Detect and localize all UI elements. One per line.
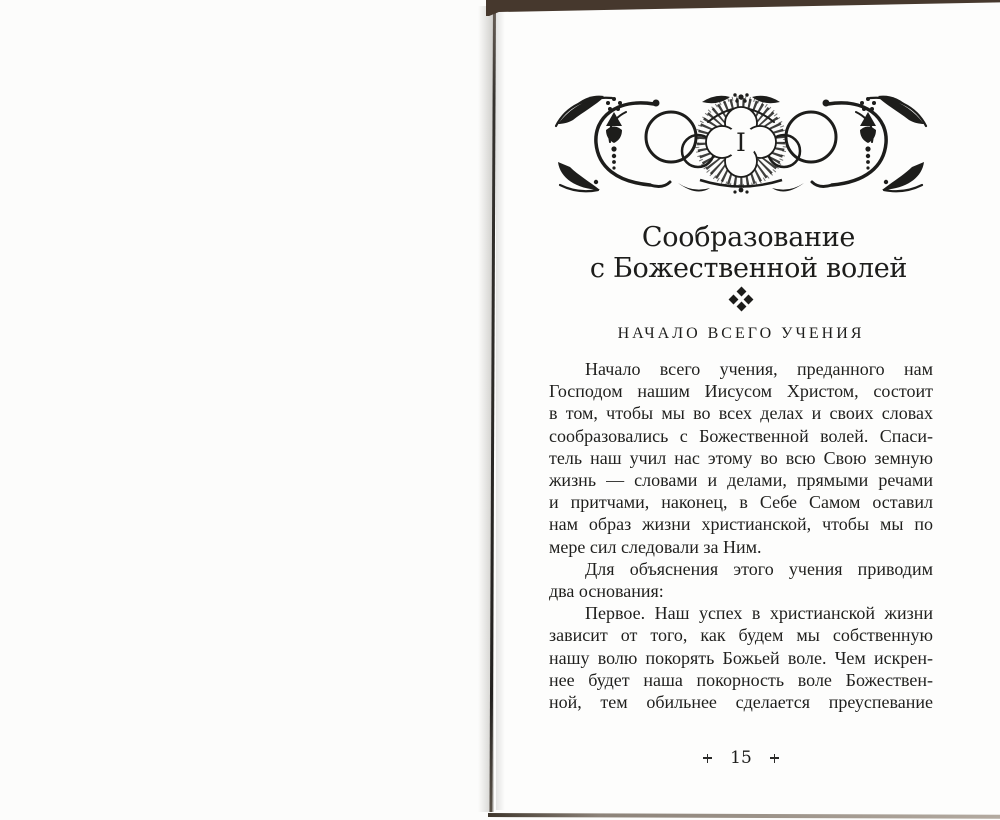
body-line: ной, тем обильнее сделается преуспевание bbox=[549, 692, 933, 713]
page-footer bbox=[549, 748, 933, 768]
body-line: Для объяснения этого учения приводим bbox=[585, 558, 933, 579]
page-stack-edge-bottom bbox=[488, 813, 1000, 818]
chapter-title bbox=[497, 222, 1000, 284]
left-page-blank bbox=[0, 0, 492, 820]
gutter-inner-shadow bbox=[496, 12, 505, 810]
footer-cross-icon bbox=[703, 754, 712, 763]
body-line: Первое. Наш успех в христианской жизни bbox=[585, 603, 933, 624]
footer-cross-icon bbox=[770, 754, 779, 763]
body-line: сообразовались с Божественной волей. Спаси- bbox=[549, 425, 933, 446]
section-heading: НАЧАЛО ВСЕГО УЧЕНИЯ bbox=[617, 325, 865, 342]
body-line: мере сил следовали за Ним. bbox=[549, 536, 762, 557]
body-text bbox=[549, 358, 933, 713]
chapter-title-line1: Сообразование bbox=[641, 222, 856, 253]
body-line: и притчами, наконец, в Себе Самом оставил bbox=[549, 492, 933, 513]
body-line: в том, чтобы мы во всех делах и своих словах bbox=[549, 403, 933, 424]
quatrefoil-ornament-icon bbox=[730, 288, 752, 310]
chapter-headpiece-ornament bbox=[550, 90, 932, 196]
body-line: зависит от того, как будем мы собственную bbox=[549, 625, 933, 646]
body-line: жизнь — словами и делами, прямыми речами bbox=[549, 470, 933, 491]
body-line: нам образ жизни христианской, чтобы мы по bbox=[549, 514, 933, 535]
body-line: два основания: bbox=[549, 581, 664, 602]
body-line: тель наш учил нас этому во всю Свою земную bbox=[549, 447, 933, 468]
body-line: Начало всего учения, преданного нам bbox=[585, 359, 933, 379]
body-line: нашу волю покорять Божьей воле. Чем искрен- bbox=[549, 647, 933, 668]
body-line: нее будет наша покорность воле Божествен- bbox=[549, 669, 933, 690]
right-page bbox=[497, 10, 1000, 816]
chapter-title-line2: с Божественной волей bbox=[589, 253, 908, 284]
body-line: Господом нашим Иисусом Христом, состоит bbox=[549, 381, 933, 402]
chapter-numeral: I bbox=[736, 128, 746, 157]
page-number: 15 bbox=[730, 748, 752, 768]
